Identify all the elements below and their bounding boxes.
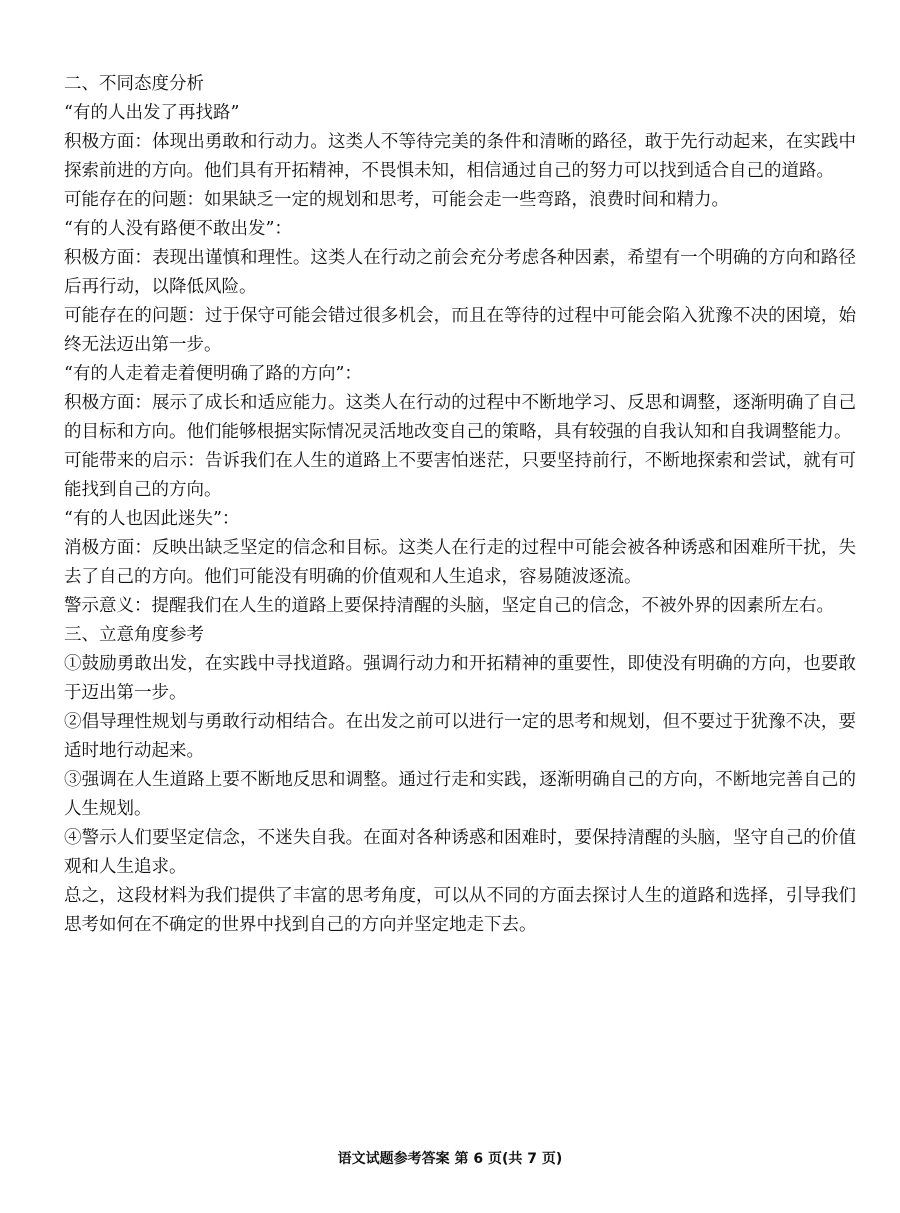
document-body [64, 70, 856, 940]
paragraph-summary: 总之，这段材料为我们提供了丰富的思考角度，可以从不同的方面去探讨人生的道路和选择，引导我们思考如何在不确定的世界中找到自己的方向并坚定地走下去。 [64, 886, 856, 935]
paragraph-problem-1: 可能存在的问题：如果缺乏一定的规划和思考，可能会走一些弯路，浪费时间和精力。 [64, 190, 729, 210]
section-heading-angles: 三、立意角度参考 [64, 625, 204, 645]
paragraph-negative-4: 消极方面：反映出缺乏坚定的信念和目标。这类人在行走的过程中可能会被各种诱惑和困难所干扰，失去了自己的方向。他们可能没有明确的价值观和人生追求，容易随波逐流。 [64, 538, 856, 587]
paragraph-problem-2: 可能存在的问题：过于保守可能会错过很多机会，而且在等待的过程中可能会陷入犹豫不决的困境，始终无法迈出第一步。 [64, 306, 856, 355]
attitude-title-1: “有的人出发了再找路” [64, 103, 240, 123]
angle-item-1: ①鼓励勇敢出发，在实践中寻找道路。强调行动力和开拓精神的重要性，即使没有明确的方向，也要敢于迈出第一步。 [64, 654, 856, 703]
paragraph-positive-1: 积极方面：体现出勇敢和行动力。这类人不等待完美的条件和清晰的路径，敢于先行动起来，在实践中探索前进的方向。他们具有开拓精神，不畏惧未知，相信通过自己的努力可以找到适合自己的道路。 [64, 132, 856, 181]
angle-item-2: ②倡导理性规划与勇敢行动相结合。在出发之前可以进行一定的思考和规划，但不要过于犹豫不决，要适时地行动起来。 [64, 712, 856, 761]
paragraph-positive-3: 积极方面：展示了成长和适应能力。这类人在行动的过程中不断地学习、反思和调整，逐渐明确了自己的目标和方向。他们能够根据实际情况灵活地改变自己的策略，具有较强的自我认知和自我调整能力。 [64, 393, 856, 442]
angle-item-3: ③强调在人生道路上要不断地反思和调整。通过行走和实践，逐渐明确自己的方向，不断地完善自己的人生规划。 [64, 770, 856, 819]
page-footer: 语文试题参考答案 第 6 页(共 7 页) [337, 1151, 563, 1167]
paragraph-warning-4: 警示意义：提醒我们在人生的道路上要保持清醒的头脑，坚定自己的信念，不被外界的因素所左右。 [64, 596, 834, 616]
paragraph-positive-2: 积极方面：表现出谨慎和理性。这类人在行动之前会充分考虑各种因素，希望有一个明确的方向和路径后再行动，以降低风险。 [64, 248, 856, 297]
section-heading-attitudes: 二、不同态度分析 [64, 74, 204, 94]
attitude-title-3: “有的人走着走着便明确了路的方向”： [64, 364, 362, 384]
paragraph-insight-3: 可能带来的启示：告诉我们在人生的道路上不要害怕迷茫，只要坚持前行，不断地探索和尝试，就有可能找到自己的方向。 [64, 451, 856, 500]
attitude-title-2: “有的人没有路便不敢出发”： [64, 219, 292, 239]
angle-item-4: ④警示人们要坚定信念，不迷失自我。在面对各种诱惑和困难时，要保持清醒的头脑，坚守自己的价值观和人生追求。 [64, 828, 856, 877]
attitude-title-4: “有的人也因此迷失”： [64, 509, 240, 529]
